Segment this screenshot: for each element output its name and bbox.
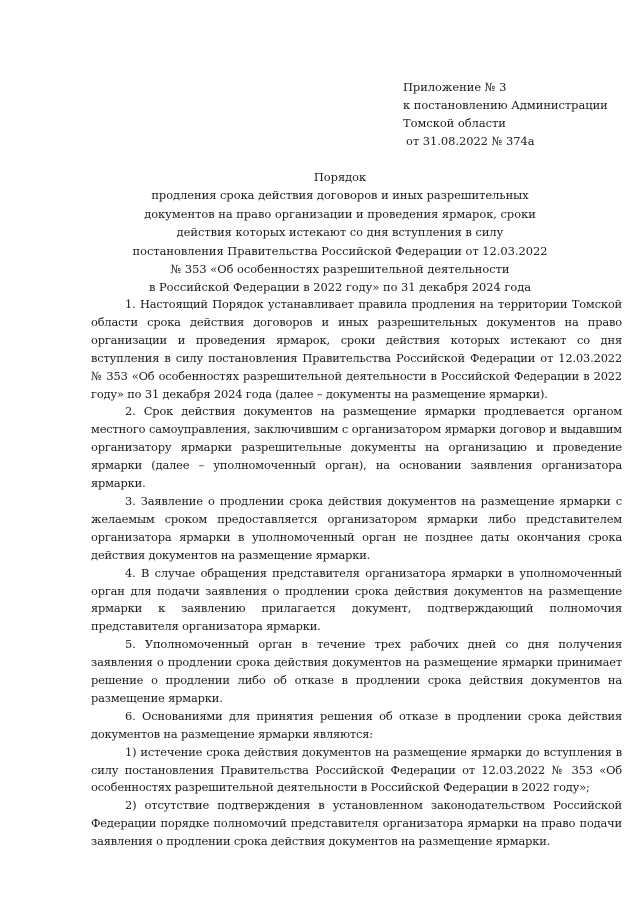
appendix-region: Томской области (403, 116, 506, 130)
title-line: в Российской Федерации в 2022 году» по 31 декабря 2024 года (148, 280, 532, 295)
document-body (91, 296, 622, 851)
paragraph-6: 6. Основаниями для принятия решения об отказе в продлении срока действия документов на размещение ярмарки являются: (91, 708, 622, 741)
title-line: продления срока действия договоров и иных разрешительных (151, 188, 529, 203)
title-heading: Порядок (313, 170, 367, 184)
title-line: постановления Правительства Российской Федерации от 12.03.2022 (132, 243, 548, 258)
document-title (60, 168, 620, 297)
paragraph-5: 5. Уполномоченный орган в течение трех рабочих дней со дня получения заявления о продлении срока действия документов на размещение ярмарки принимает решение о продлении либо об отказе в продлении срока действия документов на размещение ярмарки. (91, 637, 622, 705)
subparagraph-1: 1) истечение срока действия документов на размещение ярмарки до вступления в силу постановления Правительства Российской Федерации от 12.03.2022 № 353 «Об особенностях разрешительной деятельности в Российской Федерации в 2022 году»; (91, 744, 622, 795)
title-line: действия которых истекают со дня вступления в силу (176, 225, 504, 240)
title-line: № 353 «Об особенностях разрешительной деятельности (170, 262, 510, 277)
paragraph-4: 4. В случае обращения представителя организатора ярмарки в уполномоченный орган для подачи заявления о продлении срока действия документов на размещение ярмарки к заявлению прилагается документ, подтверждающий полномочия представителя организатора ярмарки. (91, 565, 622, 634)
paragraph-3: 3. Заявление о продлении срока действия документов на размещение ярмарки с желаемым сроком предоставляется организатором ярмарки либо представителем организатора ярмарки в уполномоченный орган не позднее даты окончания срока действия документов на размещение ярмарки. (91, 493, 622, 562)
appendix-number: Приложение № 3 (403, 80, 507, 94)
paragraph-1: 1. Настоящий Порядок устанавливает правила продления на территории Томской области срока действия договоров и иных разрешительных документов на право организации и проведения ярмарок, сроки действия которых истекают со дня вступления в силу постановления Правительства Российской Федерации от 12.03.2022 № 353 «Об особенностях разрешительной деятельности в Российской Федерации в 2022 году» по 31 декабря 2024 года (далее – документы на размещение ярмарки). (91, 297, 622, 401)
paragraph-2: 2. Срок действия документов на размещение ярмарки продлевается органом местного самоуправления, заключившим с организатором ярмарки договор и выдавшим организатору ярмарки разрешительные документы на организацию и проведение ярмарки (далее – уполномоченный орган), на основании заявления организатора ярмарки. (91, 404, 622, 491)
title-line: документов на право организации и проведения ярмарок, сроки (144, 206, 536, 221)
appendix-header (403, 78, 618, 150)
appendix-date-number: от 31.08.2022 № 374а (406, 134, 535, 148)
appendix-resolution-ref: к постановлению Администрации (403, 98, 608, 112)
subparagraph-2: 2) отсутствие подтверждения в установленном законодательством Российской Федерации порядке полномочий представителя организатора ярмарки на право подачи заявления о продлении срока действия документов на размещение ярмарки. (91, 798, 622, 849)
